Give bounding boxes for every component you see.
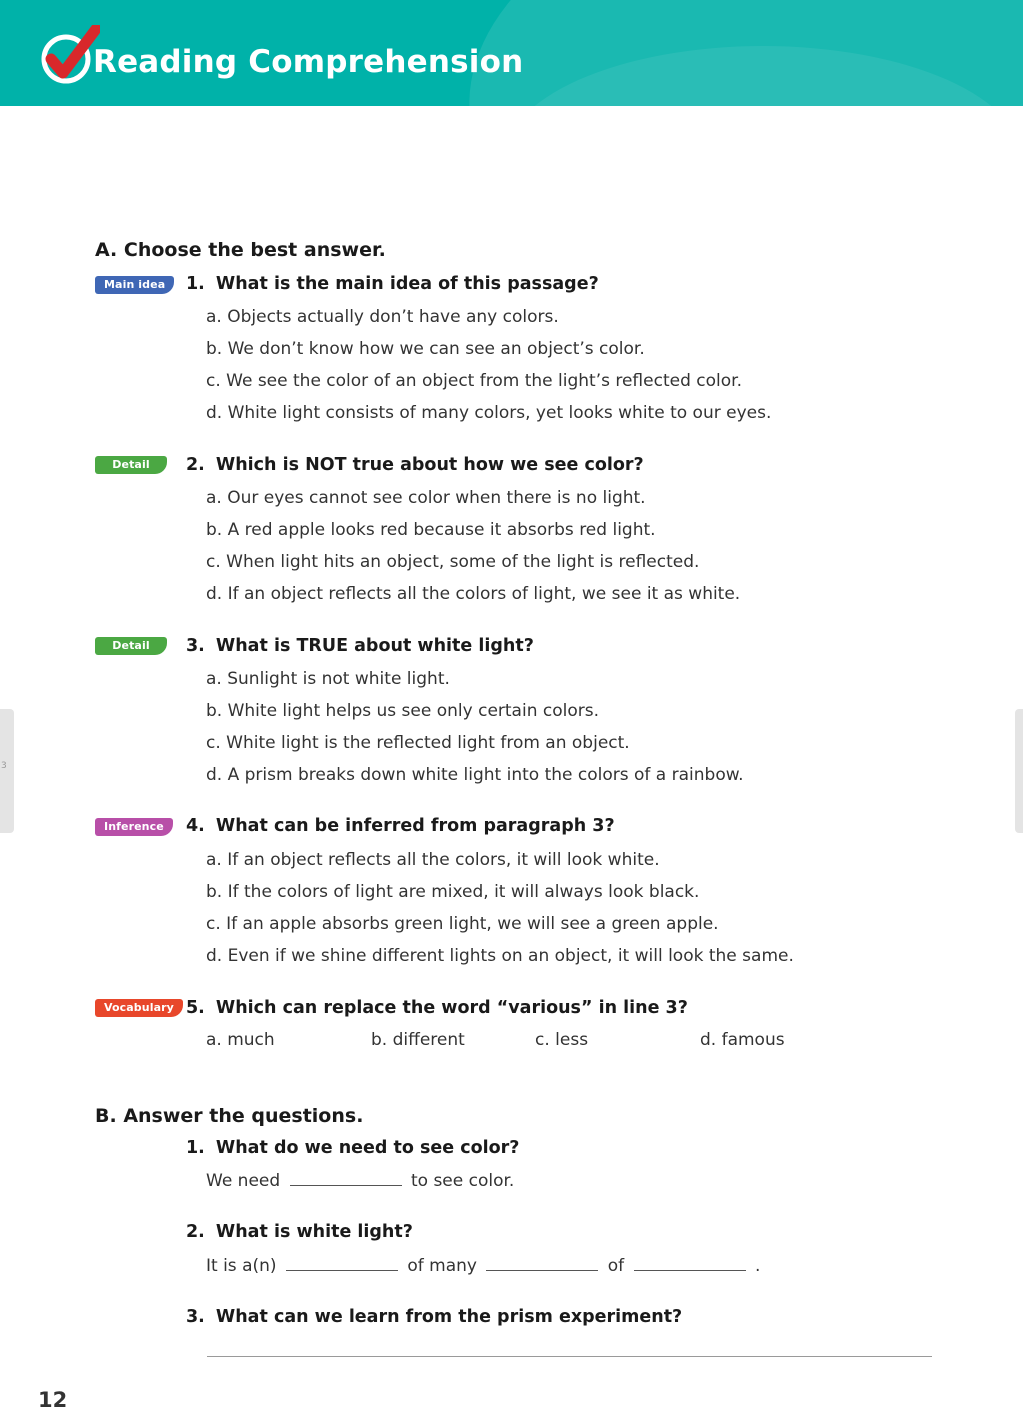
choice-a3-b[interactable]: b. White light helps us see only certain colors. [206, 701, 600, 721]
page-edge-tab-right [1015, 709, 1023, 833]
choice-a5-c[interactable]: c. less [535, 1030, 589, 1050]
question-text-b1: What do we need to see color? [215, 1138, 520, 1158]
choice-a5-b[interactable]: b. different [371, 1030, 465, 1050]
answer-blank-b2-3[interactable] [634, 1256, 746, 1271]
answer-prefix-b1: We need [206, 1171, 281, 1191]
choice-a4-a[interactable]: a. If an object reflects all the colors, it will look white. [206, 850, 660, 870]
question-text-b3: What can we learn from the prism experiment? [215, 1307, 683, 1327]
choice-a5-d[interactable]: d. famous [700, 1030, 785, 1050]
question-number-a3: 3. [186, 636, 205, 656]
choice-a3-d[interactable]: d. A prism breaks down white light into the colors of a rainbow. [206, 765, 744, 785]
question-tag-vocabulary: Vocabulary [95, 999, 183, 1017]
question-number-b3: 3. [186, 1307, 205, 1327]
choice-a1-d[interactable]: d. White light consists of many colors, yet looks white to our eyes. [206, 403, 772, 423]
answer-blank-b2-1[interactable] [286, 1256, 398, 1271]
question-number-a2: 2. [186, 455, 205, 475]
choice-a4-b[interactable]: b. If the colors of light are mixed, it will always look black. [206, 882, 700, 902]
choice-a2-a[interactable]: a. Our eyes cannot see color when there is no light. [206, 488, 646, 508]
choice-a2-c[interactable]: c. When light hits an object, some of the light is reflected. [206, 552, 700, 572]
page-header [0, 0, 1023, 106]
question-tag-main-idea: Main idea [95, 276, 174, 294]
choice-a2-b[interactable]: b. A red apple looks red because it absorbs red light. [206, 520, 656, 540]
question-number-a5: 5. [186, 998, 205, 1018]
question-tag-detail-a3: Detail [95, 637, 167, 655]
question-text-a5: Which can replace the word “various” in line 3? [215, 998, 688, 1018]
question-number-a1: 1. [186, 274, 205, 294]
question-text-a1: What is the main idea of this passage? [215, 274, 599, 294]
question-text-a3: What is TRUE about white light? [215, 636, 534, 656]
choice-a3-c[interactable]: c. White light is the reflected light from an object. [206, 733, 630, 753]
choice-a1-b[interactable]: b. We don’t know how we can see an object’s color. [206, 339, 645, 359]
answer-blank-b2-2[interactable] [486, 1256, 598, 1271]
question-text-a4: What can be inferred from paragraph 3? [215, 816, 615, 836]
choice-a1-a[interactable]: a. Objects actually don’t have any colors. [206, 307, 559, 327]
choice-a3-a[interactable]: a. Sunlight is not white light. [206, 669, 450, 689]
answer-part-b2-4: . [754, 1256, 761, 1276]
choice-a2-d[interactable]: d. If an object reflects all the colors of light, we see it as white. [206, 584, 741, 604]
choice-a5-a[interactable]: a. much [206, 1030, 275, 1050]
section-a-title: A. Choose the best answer. [95, 239, 386, 261]
page-edge-tab-left [0, 709, 14, 833]
answer-part-b2-3: of [607, 1256, 625, 1276]
choice-a4-d[interactable]: d. Even if we shine different lights on an object, it will look the same. [206, 946, 794, 966]
answer-write-line-b3[interactable] [207, 1356, 932, 1357]
section-b-title: B. Answer the questions. [95, 1105, 364, 1127]
choice-a4-c[interactable]: c. If an apple absorbs green light, we will see a green apple. [206, 914, 719, 934]
question-number-a4: 4. [186, 816, 205, 836]
question-text-a2: Which is NOT true about how we see color? [215, 455, 644, 475]
check-mark-icon [38, 25, 100, 87]
page-title: Reading Comprehension [93, 44, 524, 80]
question-tag-detail-a2: Detail [95, 456, 167, 474]
answer-blank-b1-1[interactable] [290, 1171, 402, 1186]
question-text-b2: What is white light? [215, 1222, 413, 1242]
answer-suffix-b1: to see color. [410, 1171, 515, 1191]
question-tag-inference: Inference [95, 818, 173, 836]
question-number-b1: 1. [186, 1138, 205, 1158]
answer-part-b2-2: of many [407, 1256, 477, 1276]
question-number-b2: 2. [186, 1222, 205, 1242]
answer-part-b2-1: It is a(n) [206, 1256, 277, 1276]
choice-a1-c[interactable]: c. We see the color of an object from the light’s reflected color. [206, 371, 742, 391]
unit-number-label: 3 [1, 761, 7, 771]
page-number: 12 [38, 1388, 68, 1412]
